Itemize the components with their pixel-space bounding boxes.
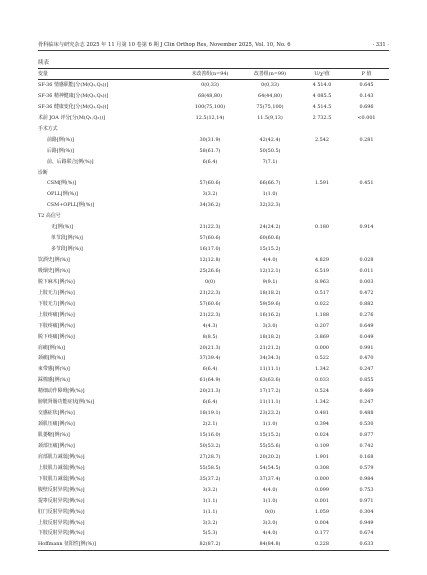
row-variable: 后路[例(%)] <box>47 147 74 154</box>
row-p-value: 0.049 <box>359 333 374 340</box>
row-p-value: 0.579 <box>359 464 374 471</box>
row-statistic: 4 514.5 <box>312 103 332 110</box>
table-header-row <box>38 69 389 79</box>
row-p-value: 0.247 <box>359 366 374 373</box>
row-improved-value: 66(66.7) <box>259 180 281 187</box>
row-statistic: 0.000 <box>314 344 329 351</box>
row-improved-value: 59(59.6) <box>259 300 281 307</box>
table-row <box>38 157 389 168</box>
row-unimproved-value: 21(22.3) <box>199 224 221 231</box>
row-variable: Hoffmann 征阳性[例(%)] <box>38 541 96 548</box>
row-unimproved-value: 6(6.4) <box>202 366 218 373</box>
row-improved-value: 23(23.2) <box>259 410 281 417</box>
row-improved-value: 20(20.2) <box>259 453 281 460</box>
table-row <box>38 135 389 146</box>
row-improved-value: 3(3.0) <box>262 519 278 526</box>
row-statistic: 2.542 <box>314 136 329 143</box>
row-improved-value: 24(24.2) <box>259 224 281 231</box>
table-row <box>38 288 389 299</box>
row-statistic: 1.591 <box>314 180 329 187</box>
row-improved-value: 75(75,100) <box>256 103 284 110</box>
row-unimproved-value: 3(3.2) <box>202 191 218 198</box>
row-variable: 颈部压痛[例(%)] <box>38 442 75 449</box>
row-p-value: 0.984 <box>359 475 374 482</box>
row-unimproved-value: 8(8.5) <box>202 333 218 340</box>
row-p-value: 0.649 <box>359 322 374 329</box>
row-p-value: 0.276 <box>359 311 374 318</box>
row-variable: 上肢无力[例(%)] <box>38 289 75 296</box>
row-unimproved-value: 58(61.7) <box>199 147 221 154</box>
row-improved-value: 11.5(9,13) <box>257 114 283 121</box>
table-row <box>38 178 389 189</box>
row-statistic: 0.308 <box>314 464 329 471</box>
journal-info: 骨科临床与研究杂志 2025 年 11 月第 10 卷第 6 期 J Clin Orthop Res, November 2025, Vol. 10, No. 6 <box>38 42 291 48</box>
row-p-value: 0.742 <box>359 442 374 449</box>
row-statistic: 4 514.0 <box>312 82 332 88</box>
row-p-value: 0.696 <box>359 103 374 110</box>
row-p-value: 0.645 <box>359 82 374 88</box>
row-variable: CSM[例(%)] <box>47 180 77 187</box>
row-variable: 下肢反射异常[例(%)] <box>38 530 85 537</box>
row-statistic: 0.033 <box>314 377 329 384</box>
row-improved-value: 11(11.1) <box>259 366 281 373</box>
row-variable: OPLL[例(%)] <box>47 191 78 198</box>
row-variable: 术前 JOA 评分[分(M(Q₁,Q₃))] <box>38 114 106 121</box>
row-variable: 脱下疼痛[例(%)] <box>38 333 75 340</box>
table-row <box>38 310 389 321</box>
row-statistic: 1.059 <box>314 508 329 515</box>
header-variable: 变量 <box>38 71 48 77</box>
row-variable: 下肢无力[例(%)] <box>38 300 75 307</box>
row-p-value: 0.469 <box>359 388 374 395</box>
table-row <box>38 244 389 255</box>
row-improved-value: 64(44,80) <box>257 92 283 99</box>
row-statistic: 0.180 <box>314 224 329 231</box>
row-statistic: 1.342 <box>314 399 329 406</box>
row-unimproved-value: 35(37.2) <box>199 475 221 482</box>
row-unimproved-value: 100(75,100) <box>194 103 226 110</box>
row-statistic: 0.207 <box>314 322 329 329</box>
row-variable: 颈痛[例(%)] <box>38 355 65 362</box>
row-improved-value: 54(54.5) <box>259 464 281 471</box>
row-statistic: 2 732.5 <box>312 114 332 121</box>
row-p-value: 0.281 <box>359 136 374 143</box>
row-unimproved-value: 25(26.6) <box>199 267 221 274</box>
row-variable: 交感症状[例(%)] <box>38 410 75 417</box>
row-variable: 前、后路联合[例(%)] <box>47 158 94 165</box>
row-unimproved-value: 12.5(12,14) <box>195 114 225 121</box>
row-variable: 踩棉感[例(%)] <box>38 377 70 384</box>
row-improved-value: 16(16.2) <box>259 311 281 318</box>
row-variable: 饮酒史[例(%)] <box>38 257 70 263</box>
row-improved-value: 1(1.0) <box>262 191 278 198</box>
row-statistic: 0.109 <box>314 442 329 449</box>
row-variable: 肩部肌力减弱[例(%)] <box>38 453 85 460</box>
table-row <box>38 211 389 222</box>
row-improved-value: 34(34.3) <box>259 355 281 362</box>
row-variable: 颈肌压痛[例(%)] <box>38 421 75 428</box>
row-p-value: 0.753 <box>359 486 374 493</box>
row-unimproved-value: 6(6.4) <box>202 158 218 165</box>
row-p-value: 0.882 <box>359 300 374 307</box>
row-improved-value: 0(0) <box>264 508 276 515</box>
row-improved-value: 60(60.6) <box>259 235 281 242</box>
row-variable: CSM+OPLL[例(%)] <box>47 202 95 209</box>
row-statistic: 0.177 <box>314 530 329 537</box>
running-header <box>38 40 389 51</box>
table-row <box>38 419 389 430</box>
row-p-value: 0.003 <box>359 278 374 285</box>
row-p-value: 0.633 <box>359 541 374 548</box>
row-statistic: 0.481 <box>314 410 329 417</box>
row-variable: 无[例(%)] <box>51 224 74 231</box>
row-unimproved-value: 68(48,80) <box>197 92 223 99</box>
row-p-value: 0.247 <box>359 399 374 406</box>
table-row <box>38 539 389 550</box>
row-improved-value: 37(37.4) <box>259 475 281 482</box>
row-variable: SF-36 健康变化[分(M(Q₁,Q₃))] <box>38 103 109 110</box>
row-unimproved-value: 57(60.6) <box>199 180 221 187</box>
row-unimproved-value: 57(60.6) <box>199 235 221 242</box>
table-row <box>38 496 389 507</box>
row-p-value: 0.530 <box>359 421 374 428</box>
table-caption: 续表 <box>38 60 50 66</box>
table-row <box>38 485 389 496</box>
row-p-value: 0.674 <box>359 530 374 537</box>
row-statistic: 0.099 <box>314 486 329 493</box>
row-variable: SF-36 情感职能[分(M(Q₁,Q₃))] <box>38 82 109 88</box>
row-unimproved-value: 21(22.3) <box>199 311 221 318</box>
row-variable: 脱下麻木[例(%)] <box>38 278 75 285</box>
row-improved-value: 0(0,33) <box>261 82 279 88</box>
row-p-value: 0.028 <box>359 257 374 263</box>
table-row <box>38 222 389 233</box>
row-variable: 下肢疼痛[例(%)] <box>38 322 75 329</box>
row-improved-value: 32(32.3) <box>259 202 281 209</box>
table-row <box>38 474 389 485</box>
header-improved-group: 改善组(n=99) <box>254 71 286 77</box>
table-row <box>38 113 389 124</box>
row-p-value: 0.855 <box>359 377 374 384</box>
row-variable: SF-36 精神健康[分(M(Q₁,Q₃))] <box>38 92 109 99</box>
row-p-value: 0.472 <box>359 289 374 296</box>
row-p-value: 0.877 <box>359 432 374 438</box>
table-row <box>38 507 389 518</box>
header-unimproved-group: 未改善组(n=94) <box>191 71 229 77</box>
row-variable: 上肢反射异常[例(%)] <box>38 519 85 526</box>
row-p-value: 0.304 <box>359 508 374 515</box>
row-unimproved-value: 0(0,33) <box>201 82 219 88</box>
row-unimproved-value: 20(21.3) <box>199 388 221 395</box>
row-improved-value: 63(63.6) <box>259 377 281 384</box>
row-statistic: 6.519 <box>314 267 329 274</box>
table-row <box>38 189 389 200</box>
row-unimproved-value: 21(22.3) <box>199 289 221 296</box>
table-row <box>38 441 389 452</box>
row-improved-value: 3(3.0) <box>262 322 278 329</box>
row-improved-value: 17(17.2) <box>259 388 281 395</box>
row-variable: 肛门反射异常[例(%)] <box>38 508 85 515</box>
table-row <box>38 146 389 157</box>
row-statistic: 0.524 <box>314 388 329 395</box>
row-improved-value: 11(11.1) <box>259 399 281 406</box>
row-p-value: 0.168 <box>359 453 374 460</box>
row-p-value: 0.949 <box>359 519 374 526</box>
table-row <box>38 386 389 397</box>
row-improved-value: 4(4.0) <box>262 486 278 493</box>
row-unimproved-value: 1(1.1) <box>202 497 218 504</box>
row-unimproved-value: 34(36.2) <box>199 202 221 209</box>
table-row <box>38 364 389 375</box>
row-statistic: 0.024 <box>314 432 329 438</box>
row-variable: 肌萎缩[例(%)] <box>38 432 70 438</box>
table-row <box>38 452 389 463</box>
table-row <box>38 375 389 386</box>
row-variable: T2 高信号 <box>38 213 61 220</box>
table-row <box>38 321 389 332</box>
row-statistic: 0.001 <box>314 497 329 504</box>
table-row <box>38 277 389 288</box>
row-unimproved-value: 0(0) <box>204 278 216 285</box>
row-improved-value: 18(18.2) <box>259 289 281 296</box>
row-unimproved-value: 82(87.2) <box>199 541 221 548</box>
table-row <box>38 518 389 529</box>
row-improved-value: 4(4.0) <box>262 257 278 263</box>
row-variable: 提睾反射异常[例(%)] <box>38 497 85 504</box>
row-improved-value: 12(12.1) <box>259 267 281 274</box>
row-statistic: 3.869 <box>314 333 329 340</box>
row-p-value: 0.011 <box>359 267 374 274</box>
row-p-value: 0.470 <box>359 355 374 362</box>
row-variable: 诊断 <box>38 169 48 176</box>
table-row <box>38 528 389 539</box>
bottom-rule <box>38 550 389 551</box>
table-body <box>38 80 389 550</box>
table-row <box>38 430 389 441</box>
row-improved-value: 7(7.1) <box>262 158 278 165</box>
row-improved-value: 15(15.2) <box>259 432 281 438</box>
row-unimproved-value: 2(2.1) <box>202 421 218 428</box>
row-statistic: 4.829 <box>314 257 329 263</box>
table-row <box>38 463 389 474</box>
data-table <box>38 68 389 551</box>
table-row <box>38 91 389 102</box>
row-statistic: 0.000 <box>314 475 329 482</box>
row-statistic: 0.394 <box>314 421 329 428</box>
row-variable: 腹壁反射异常[例(%)] <box>38 486 85 493</box>
row-unimproved-value: 16(17.0) <box>199 246 221 253</box>
row-unimproved-value: 6(6.4) <box>202 399 218 406</box>
row-p-value: 0.971 <box>359 497 374 504</box>
header-statistic: U/χ²值 <box>314 71 330 77</box>
row-unimproved-value: 12(12.8) <box>199 257 221 263</box>
table-row <box>38 255 389 266</box>
row-variable: 肩痛[例(%)] <box>38 344 65 351</box>
row-unimproved-value: 3(3.2) <box>202 486 218 493</box>
row-unimproved-value: 1(1.1) <box>202 508 218 515</box>
row-unimproved-value: 15(16.0) <box>199 432 221 438</box>
row-statistic: 0.522 <box>314 355 329 362</box>
row-statistic: 1.342 <box>314 366 329 373</box>
row-variable: 下肢肌力减弱[例(%)] <box>38 475 85 482</box>
table-row <box>38 124 389 135</box>
row-improved-value: 9(9.1) <box>262 278 278 285</box>
row-improved-value: 84(84.8) <box>259 541 281 548</box>
row-unimproved-value: 20(21.3) <box>199 344 221 351</box>
row-unimproved-value: 30(31.9) <box>199 136 221 143</box>
row-unimproved-value: 27(28.7) <box>199 453 221 460</box>
table-row <box>38 233 389 244</box>
row-variable: 束带感[例(%)] <box>38 366 70 373</box>
row-unimproved-value: 4(4.3) <box>202 322 218 329</box>
row-improved-value: 18(18.2) <box>259 333 281 340</box>
table-row <box>38 397 389 408</box>
row-improved-value: 42(42.4) <box>259 136 281 143</box>
row-unimproved-value: 18(19.1) <box>199 410 221 417</box>
row-p-value: 0.488 <box>359 410 374 417</box>
row-improved-value: 50(50.5) <box>259 147 281 154</box>
row-statistic: 4 085.5 <box>312 92 332 99</box>
table-row <box>38 168 389 179</box>
row-statistic: 8.963 <box>314 278 329 285</box>
row-unimproved-value: 37(39.4) <box>199 355 221 362</box>
row-improved-value: 15(15.2) <box>259 246 281 253</box>
table-row <box>38 343 389 354</box>
row-statistic: 1.901 <box>314 453 329 460</box>
row-improved-value: 1(1.0) <box>262 421 278 428</box>
row-unimproved-value: 3(3.2) <box>202 519 218 526</box>
row-variable: 手术方式 <box>38 125 58 132</box>
page-number: · 331 · <box>372 42 389 48</box>
row-statistic: 0.004 <box>314 519 329 526</box>
row-improved-value: 1(1.0) <box>262 497 278 504</box>
table-row <box>38 332 389 343</box>
row-p-value: <0.001 <box>357 114 376 121</box>
row-p-value: 0.143 <box>359 92 374 99</box>
row-p-value: 0.451 <box>359 180 374 187</box>
header-p-value: P 值 <box>361 71 372 77</box>
row-p-value: 0.991 <box>359 344 374 351</box>
row-variable: 吸烟史[例(%)] <box>38 267 70 274</box>
row-variable: 多节段[例(%)] <box>51 246 83 253</box>
row-p-value: 0.914 <box>359 224 374 231</box>
table-row <box>38 299 389 310</box>
row-improved-value: 4(4.0) <box>262 530 278 537</box>
row-statistic: 1.188 <box>314 311 329 318</box>
table-row <box>38 102 389 113</box>
row-unimproved-value: 55(58.5) <box>199 464 221 471</box>
row-variable: 膀胱肾肠功能症状[例(%)] <box>38 399 95 406</box>
table-row <box>38 408 389 419</box>
table-row <box>38 353 389 364</box>
row-improved-value: 21(21.2) <box>259 344 281 351</box>
table-row <box>38 80 389 91</box>
row-unimproved-value: 57(60.6) <box>199 300 221 307</box>
row-unimproved-value: 5(5.3) <box>202 530 218 537</box>
row-variable: 上肢疼痛[例(%)] <box>38 311 75 318</box>
row-variable: 上肢肌力减弱[例(%)] <box>38 464 85 471</box>
row-statistic: 0.022 <box>314 300 329 307</box>
table-row <box>38 200 389 211</box>
row-variable: 前路[例(%)] <box>47 136 74 143</box>
row-unimproved-value: 61(64.9) <box>199 377 221 384</box>
row-variable: 精细动作障碍[例(%)] <box>38 388 85 395</box>
row-unimproved-value: 50(53.2) <box>199 442 221 449</box>
table-row <box>38 266 389 277</box>
row-variable: 单节段[例(%)] <box>51 235 83 242</box>
row-improved-value: 55(55.6) <box>259 442 281 449</box>
row-statistic: 0.517 <box>314 289 329 296</box>
row-statistic: 0.228 <box>314 541 329 548</box>
